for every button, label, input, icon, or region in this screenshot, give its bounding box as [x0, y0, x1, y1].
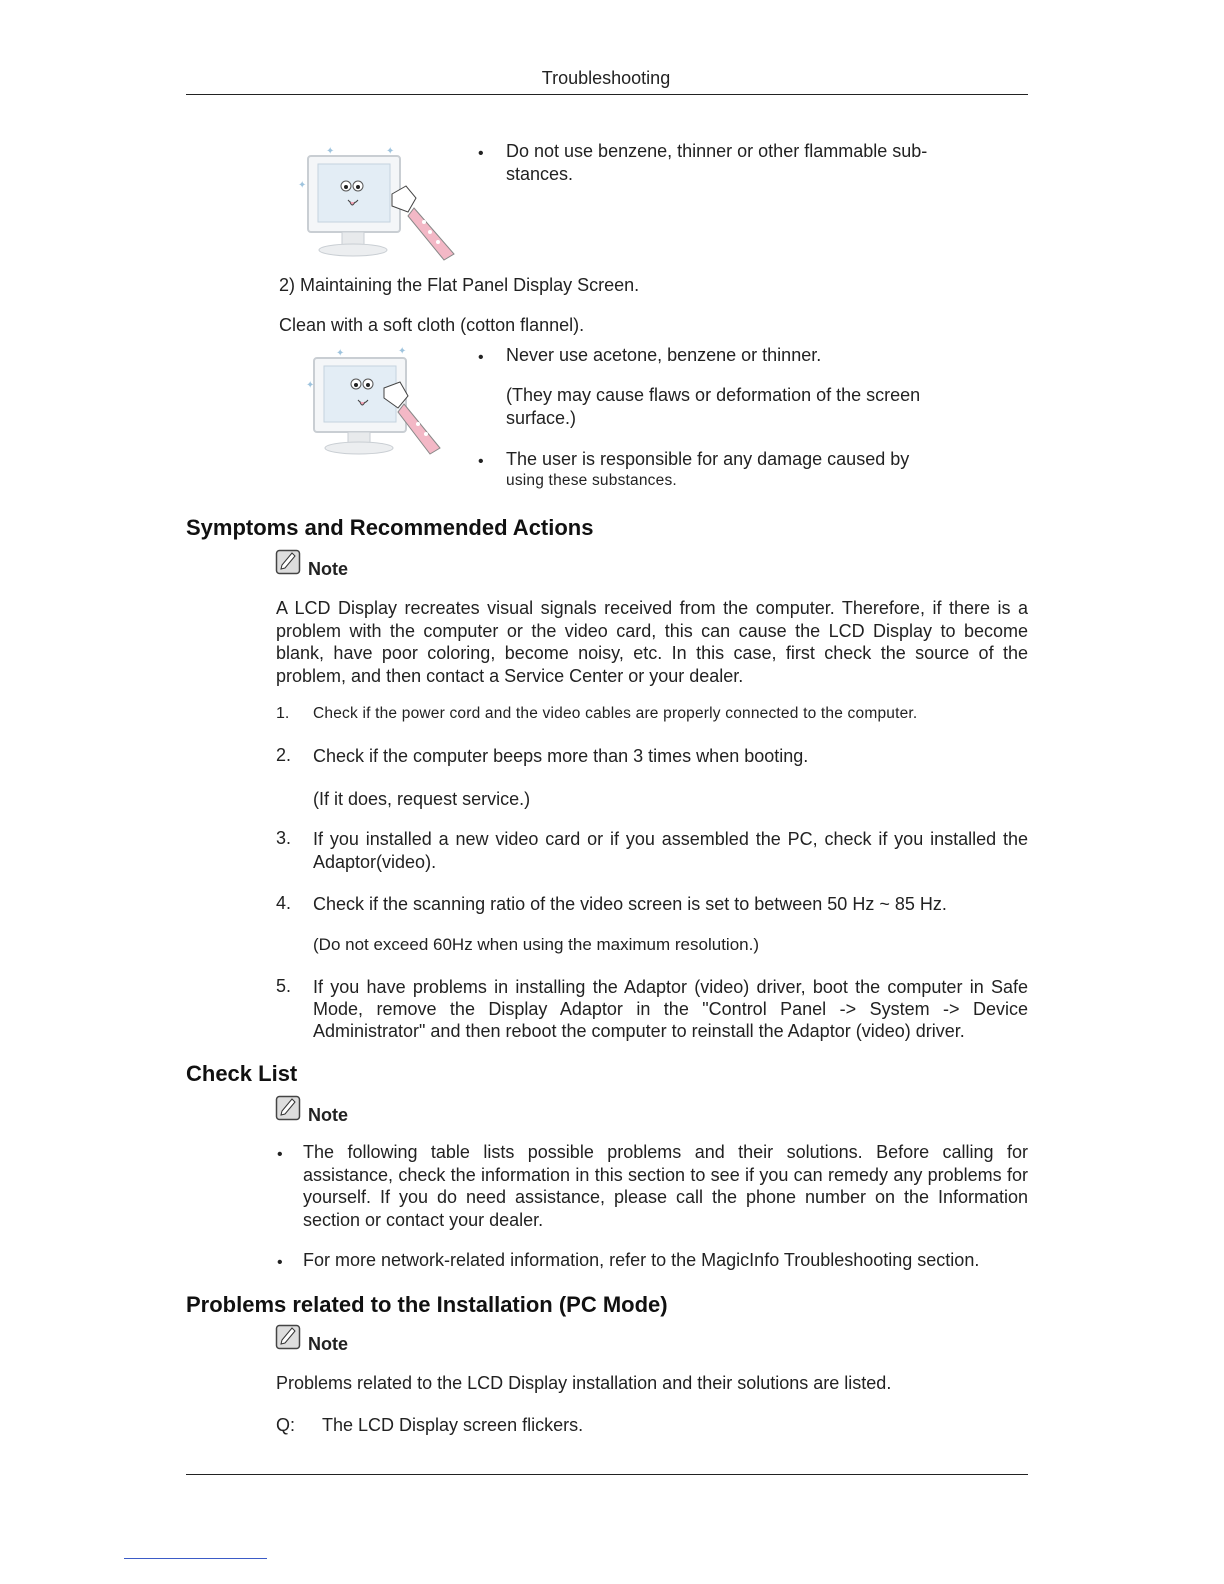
- symptom-item-3: If you installed a new video card or if you assembled the PC, check if you installed the Adaptor(video).: [313, 829, 1028, 872]
- note-label: Note: [308, 1334, 348, 1354]
- symptom-item-1: Check if the power cord and the video cables are properly connected to the computer.: [313, 705, 918, 722]
- svg-text:✦: ✦: [336, 348, 345, 359]
- bullet-marker: •: [277, 1254, 283, 1271]
- bullet-marker: •: [277, 1146, 283, 1163]
- monitor-cleaning-illustration: [296, 140, 466, 262]
- note-label: Note: [308, 559, 348, 579]
- question-label: Q:: [276, 1415, 296, 1435]
- cleaning-user-responsibility-line1: The user is responsible for any damage caused by: [506, 449, 910, 469]
- cleaning-user-responsibility-line2: using these substances.: [506, 472, 677, 489]
- cleaning-never-use-note: (They may cause flaws or deformation of the screen surface.): [506, 385, 921, 428]
- note-label: Note: [308, 1105, 348, 1125]
- symptoms-heading: Symptoms and Recommended Actions: [186, 515, 594, 540]
- bullet-marker: •: [478, 453, 484, 470]
- checklist-note: [275, 1089, 348, 1126]
- note-icon: [275, 1324, 301, 1350]
- list-number: 3.: [276, 828, 292, 848]
- list-number: 2.: [276, 745, 292, 765]
- symptoms-note: [275, 543, 348, 580]
- symptoms-intro: A LCD Display recreates visual signals received from the computer. Therefore, if there is a problem with the computer or the video card, this can cause the LCD Display to become blank, have poor coloring, become noisy, etc. In this case, first check the source of the problem, and then contact a Service Center or your dealer.: [276, 598, 1028, 686]
- bullet-marker: •: [478, 145, 484, 162]
- checklist-heading: Check List: [186, 1061, 298, 1086]
- checklist-bullet-2: For more network-related information, refer to the MagicInfo Troubleshooting section.: [303, 1250, 980, 1270]
- cleaning-never-use: Never use acetone, benzene or thinner.: [506, 345, 822, 365]
- svg-text:✦: ✦: [386, 146, 395, 157]
- note-icon: [275, 1095, 301, 1121]
- symptom-item-4: Check if the scanning ratio of the video screen is set to between 50 Hz ~ 85 Hz.: [313, 894, 947, 914]
- list-number: 4.: [276, 893, 292, 913]
- list-number: 1.: [276, 705, 290, 722]
- footer-link-underline: [124, 1558, 267, 1559]
- svg-text:✦: ✦: [326, 146, 335, 157]
- installation-heading: Problems related to the Installation (PC Mode): [186, 1292, 668, 1317]
- symptom-item-2: Check if the computer beeps more than 3 times when booting.: [313, 746, 809, 766]
- svg-text:✦: ✦: [306, 380, 315, 391]
- footer-rule: [186, 1474, 1028, 1475]
- symptom-item-2-sub: (If it does, request service.): [313, 789, 531, 809]
- installation-intro: Problems related to the LCD Display installation and their solutions are listed.: [276, 1373, 892, 1393]
- page-header-title: Troubleshooting: [541, 68, 671, 88]
- installation-note: [275, 1318, 348, 1355]
- list-number: 5.: [276, 976, 292, 996]
- cleaning-warning-flammable: Do not use benzene, thinner or other flammable sub- stances.: [506, 141, 928, 184]
- screen-wiping-illustration: [304, 344, 454, 460]
- svg-text:✦: ✦: [398, 346, 407, 357]
- question-text: The LCD Display screen flickers.: [322, 1415, 584, 1435]
- note-icon: [275, 549, 301, 575]
- bullet-marker: •: [478, 349, 484, 366]
- symptom-item-5: If you have problems in installing the Adaptor (video) driver, boot the computer in Safe Mode, remove the Display Adaptor in the "Control Panel -> System -> Device Administrator" and then reboot the computer to reinstall the Adaptor (video) driver.: [313, 977, 1028, 1041]
- symptom-item-4-sub: (Do not exceed 60Hz when using the maximum resolution.): [313, 935, 759, 954]
- checklist-bullet-1: The following table lists possible problems and their solutions. Before calling for assistance, check the information in this section to see if you can remedy any problems for yourself. If you do need assistance, please call the phone number on the Information section or contact your dealer.: [303, 1142, 1028, 1230]
- step2-title: 2) Maintaining the Flat Panel Display Screen.: [279, 275, 640, 295]
- step2-instruction: Clean with a soft cloth (cotton flannel).: [279, 315, 585, 335]
- header-rule: [186, 94, 1028, 95]
- svg-text:✦: ✦: [298, 180, 307, 191]
